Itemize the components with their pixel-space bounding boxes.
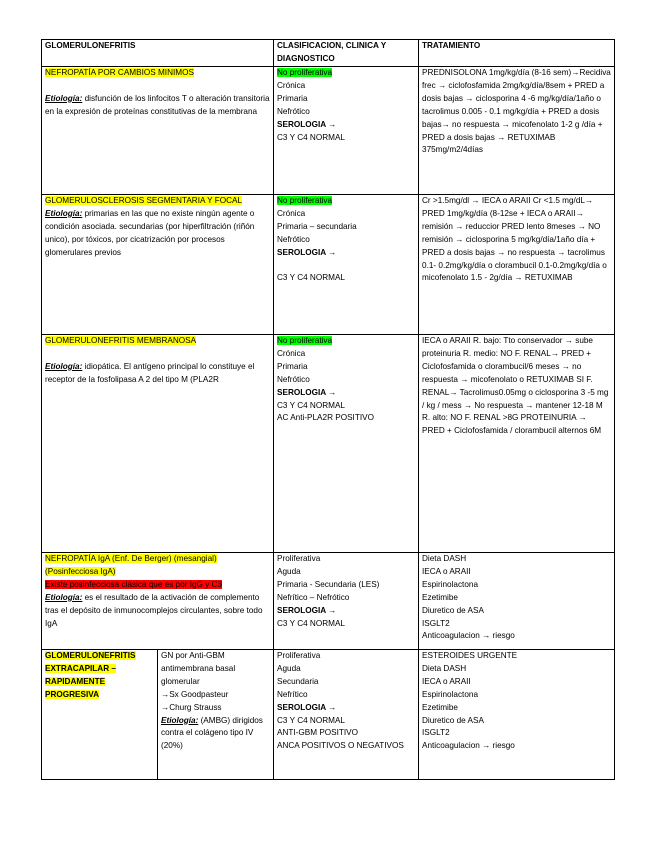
etiology-text: Etiología: (AMBG) dirigidos contra el colágeno tipo IV (20%) — [161, 715, 263, 751]
cell-tratamiento-membranosa: IECA o ARAII R. bajo: Tto conservador → sube proteinuria R. medio: NO F. RENAL→ PRED + Ciclofosfamida o clorambucil/6 meses → no respuesta → micofenolato o RETUXIMAB SI F. RENAL→ Tacrolimus0.05mg o ciclosporina 3 -5 mg / kg / mess → No respuesta → mantener 12-18 M R. alto: NO F. RENAL >8G PROTEINURIA → PRED + Ciclofosfamida / clorambucil alternos 6M — [419, 335, 615, 553]
header-clasificacion: CLASIFICACION, CLINICA Y DIAGNOSTICO — [274, 40, 419, 67]
cell-tratamiento-nefropatia-iga: Dieta DASH IECA o ARAII Espirinolactona Ezetimibe Diuretico de ASA ISGLT2 Anticoagulacion → riesgo — [419, 553, 615, 650]
disease-title: NEFROPATÍA POR CAMBIOS MINIMOS — [45, 68, 194, 77]
red-note: Existe posinfecciosa clásica que es por IgG y C3 — [45, 579, 223, 589]
etiology-text: Etiología: es el resultado de la activación de complemento tras el depósito de inmunocomplejos circulantes, sobre todo IgA — [45, 592, 263, 628]
cell-clasificacion-extracapilar: Proliferativa Aguda Secundaria Nefrítico SEROLOGIA → C3 Y C4 NORMAL ANTI-GBM POSITIVO ANCA POSITIVOS O NEGATIVOS — [274, 650, 419, 780]
disease-title: GLOMERULONEFRITIS MEMBRANOSA — [45, 336, 197, 345]
cell-name-nefropatia-iga — [42, 553, 274, 650]
glomerulonefritis-table — [41, 39, 615, 780]
serologia-label: SEROLOGIA → — [277, 702, 337, 712]
cell-tratamiento-cambios-minimos: PREDNISOLONA 1mg/kg/día (8-16 sem)→Recidiva frec → ciclofosfamida 2mg/kg/día/8sem + PRED a dosis bajas → ciclosporina 4 -6 mg/kg/día/1año o tacrolimus 0.005 - 0.1 mg/kg/día + PRED a dosis bajas→ no respuesta → micofenolato 1-2 g /día + PRED a dosis bajas → RETUXIMAB 375mg/m2/4días — [419, 67, 615, 195]
cell-clasificacion-cambios-minimos: No proliferativa Crónica Primaria Nefrótico SEROLOGIA → C3 Y C4 NORMAL — [274, 67, 419, 195]
cell-clasificacion-gesf: No proliferativa Crónica Primaria – secundaria Nefrótico SEROLOGIA → C3 Y C4 NORMAL — [274, 195, 419, 335]
cell-clasificacion-nefropatia-iga: Proliferativa Aguda Primaria - Secundaria (LES) Nefrítico – Nefrótico SEROLOGIA → C3 Y C4 NORMAL — [274, 553, 419, 650]
header-row — [42, 40, 615, 67]
cell-name-cambios-minimos — [42, 67, 274, 195]
table-row-extracapilar — [42, 650, 615, 780]
table-row-cambios-minimos — [42, 67, 615, 195]
classification-badge: No proliferativa — [277, 68, 333, 77]
classification-badge: No proliferativa — [277, 336, 333, 345]
cell-name-extracapilar — [42, 650, 158, 780]
disease-title: GLOMERULONEFRITIS EXTRACAPILAR – RAPIDAMENTE PROGRESIVA — [45, 651, 136, 699]
classification-badge: No proliferativa — [277, 196, 333, 205]
table-row-membranosa — [42, 335, 615, 553]
cell-name-gesf — [42, 195, 274, 335]
header-tratamiento: TRATAMIENTO — [419, 40, 615, 67]
serologia-label: SEROLOGIA → — [277, 247, 337, 257]
disease-title: GLOMERULOSCLEROSIS SEGMENTARIA Y FOCAL — [45, 196, 243, 205]
header-glomerulonefritis: GLOMERULONEFRITIS — [42, 40, 274, 67]
serologia-label: SEROLOGIA → — [277, 119, 337, 129]
table-row-nefropatia-iga — [42, 553, 615, 650]
serologia-label: SEROLOGIA → — [277, 387, 337, 397]
cell-subtype-extracapilar: GN por Anti-GBM antimembrana basal glomerular →Sx Goodpasteur →Churg Strauss Etiología: (AMBG) dirigidos contra el colágeno tipo IV (20%) — [158, 650, 274, 780]
etiology-text: Etiología: idiopática. El antígeno principal lo constituye el receptor de la fosfolipasa A 2 del tipo M (PLA2R — [45, 361, 255, 384]
cell-tratamiento-extracapilar: ESTEROIDES URGENTE Dieta DASH IECA o ARAII Espirinolactona Ezetimibe Diuretico de ASA ISGLT2 Anticoagulacion → riesgo — [419, 650, 615, 780]
cell-tratamiento-gesf: Cr >1.5mg/dl → IECA o ARAII Cr <1.5 mg/dL→ PRED 1mg/kg/día (8-12se + IECA o ARAII→ remisión → reduccior PRED lento 8meses → NO remisión → ciclosporina 5 mg/kg/día/1año día + PRED a dosis bajas → no respuesta → tacrolimus 0.1- 0.2mg/kg/día o clorambucil 0.1-0.2mg/kg/día o micofenolato 1.5 - 2g/día → RETUXIMAB — [419, 195, 615, 335]
table-row-gesf — [42, 195, 615, 335]
cell-name-membranosa — [42, 335, 274, 553]
etiology-text: Etiología: primarias en las que no existe ningún agente o condición asociada. secundarias (por hiperfiltración (riñón unico), por tóxicos, por cicatrización por procesos glomerulares previos — [45, 208, 255, 257]
serologia-label: SEROLOGIA → — [277, 605, 337, 615]
cell-clasificacion-membranosa: No proliferativa Crónica Primaria Nefrótico SEROLOGIA → C3 Y C4 NORMAL AC Anti-PLA2R POSITIVO — [274, 335, 419, 553]
disease-title: NEFROPATÍA IgA (Enf. De Berger) (mesangial) (Posinfecciosa IgA) — [45, 554, 217, 576]
etiology-text: Etiología: disfunción de los linfocitos T o alteración transitoria en la expresión de proteínas constitutivas de la membrana — [45, 93, 270, 116]
